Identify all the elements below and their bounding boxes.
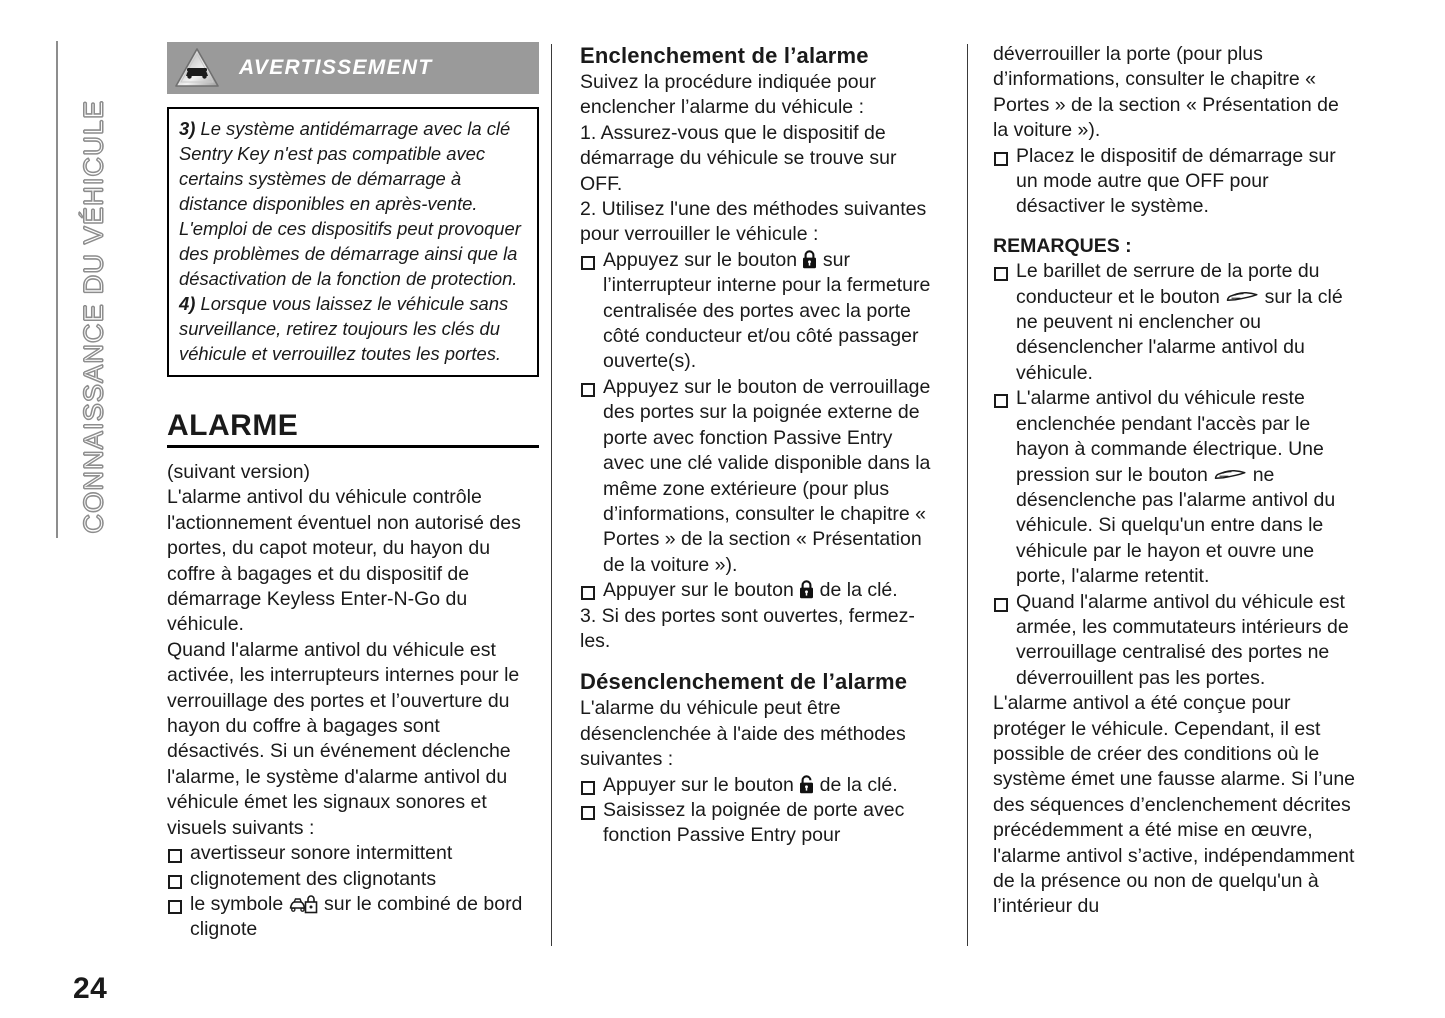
- list-item: [167, 892, 539, 943]
- car-key-fob-icon: [1225, 289, 1259, 305]
- warning-item-4-text: Lorsque vous laissez le véhicule sans surveillance, retirez toujours les clés du véhicule et verrouillez toutes les portes.: [179, 293, 509, 364]
- list-item: avertisseur sonore intermittent: [167, 841, 539, 866]
- car-lock-alarm-icon: [289, 893, 319, 915]
- warning-box: [167, 107, 539, 377]
- middle-intro-2: L'alarme du véhicule peut être désenclenchée à l'aide des méthodes suivantes :: [580, 697, 906, 771]
- right-column: [993, 42, 1359, 920]
- warning-title: AVERTISSEMENT: [239, 56, 433, 80]
- list-item-text-before: Appuyez sur le bouton: [603, 248, 803, 271]
- left-paragraph-2: Quand l'alarme antivol du véhicule est activée, les interrupteurs internes pour le verrouillage des portes et l’ouverture du hayon du coffre à bagages sont désactivés. Si un événement déclenche l'alarme, le système d'alarme antivol du véhicule émet les signaux sonores et visuels suivants :: [167, 638, 520, 839]
- column-divider-2: [967, 44, 968, 946]
- list-item: Placez le dispositif de démarrage sur un mode autre que OFF pour désactiver le système.: [993, 144, 1359, 220]
- warning-triangle-car-icon: [173, 46, 221, 90]
- car-key-fob-icon: [1213, 467, 1247, 483]
- list-item: Appuyez sur le bouton de verrouillage des portes sur la poignée externe de porte avec fonction Passive Entry avec une clé valide disponible dans la même zone extérieure (pour plus d’informations, consulter le chapitre « Portes » de la section « Présentation de la voiture »).: [580, 375, 938, 578]
- list-item-text-before: Appuyer sur le bouton: [603, 773, 800, 796]
- list-item: [580, 773, 938, 798]
- list-item-text-after: sur la clé ne peuvent ni enclencher ou désenclencher l'alarme antivol du véhicule.: [1016, 285, 1343, 384]
- list-item: clignotement des clignotants: [167, 867, 539, 892]
- chapter-side-tab: [56, 40, 116, 540]
- list-item-text-before: le symbole: [190, 892, 289, 915]
- middle-step-1: 1. Assurez-vous que le dispositif de démarrage du véhicule se trouve sur OFF.: [580, 121, 897, 195]
- list-item-text-after: de la clé.: [814, 773, 898, 796]
- warning-item-3-text: Le système antidémarrage avec la clé Sentry Key n'est pas compatible avec certains systèmes de démarrage à distance disponibles en après-vente. L'emploi de ces dispositifs peut provoquer des problèmes de démarrage ainsi que la désactivation de la fonction de protection.: [179, 118, 521, 289]
- list-item-text-before: Appuyer sur le bouton: [603, 579, 800, 602]
- padlock-unlocked-icon: [799, 775, 814, 794]
- list-item: Saisissez la poignée de porte avec fonction Passive Entry pour: [580, 798, 938, 849]
- padlock-locked-icon: [799, 580, 814, 599]
- chapter-tab-rule: [56, 41, 58, 538]
- middle-step-2: 2. Utilisez l'une des méthodes suivantes pour verrouiller le véhicule :: [580, 198, 927, 246]
- left-paragraph-0: (suivant version): [167, 461, 311, 483]
- list-item-text-before: Le barillet de serrure de la porte du conducteur et le bouton: [1016, 260, 1320, 308]
- list-item-text-after: ne désenclenche pas l'alarme antivol du véhicule. Si quelqu'un entre dans le véhicule par le hayon et ouvre une porte, l'alarme retentit.: [1016, 463, 1336, 588]
- right-closing-paragraph: L'alarme antivol a été conçue pour protéger le véhicule. Cependant, il est possible de créer des conditions où le système émet une fausse alarme. Si l’une des séquences d’enclenchement décrites précédemment a été mise en œuvre, l'alarme antivol s’active, indépendamment de la présence ou non de quelqu'un à l’intérieur du: [993, 692, 1356, 918]
- right-continuation: déverrouiller la porte (pour plus d’informations, consulter le chapitre « Portes » de la section « Présentation de la voiture »).: [993, 43, 1339, 142]
- padlock-locked-icon: [802, 250, 817, 269]
- column-divider-1: [551, 44, 552, 946]
- heading-enclenchement: Enclenchement de l’alarme: [580, 43, 869, 68]
- list-item: [580, 248, 938, 375]
- warning-item-4-number: 4): [179, 293, 196, 314]
- warning-header: [167, 42, 539, 94]
- list-item: Quand l'alarme antivol du véhicule est armée, les commutateurs intérieurs de verrouillage centralisé des portes ne déverrouillent pas les portes.: [993, 590, 1359, 692]
- list-item: [993, 259, 1359, 386]
- list-item: [993, 386, 1359, 589]
- middle-intro-1: Suivez la procédure indiquée pour enclencher l’alarme du véhicule :: [580, 71, 876, 119]
- list-item-text-before: L'alarme antivol du véhicule reste enclenchée pendant l'accès par le hayon à commande électrique. Une pression sur le bouton: [1016, 387, 1324, 486]
- middle-column: [580, 42, 938, 849]
- chapter-label: CONNAISSANCE DU VÉHICULE: [78, 99, 109, 534]
- heading-remarques: REMARQUES :: [993, 234, 1132, 257]
- left-column: [167, 42, 539, 943]
- list-item: [580, 578, 938, 603]
- middle-step-3: 3. Si des portes sont ouvertes, fermez-les.: [580, 604, 915, 652]
- left-paragraph-1: L'alarme antivol du véhicule contrôle l'actionnement éventuel non autorisé des portes, du capot moteur, du hayon du coffre à bagages et du dispositif de démarrage Keyless Enter-N-Go du véhicule.: [167, 486, 521, 636]
- list-item-text-after: sur le combiné de bord clignote: [190, 892, 523, 941]
- list-item-text-after: de la clé.: [814, 579, 898, 602]
- page-number: 24: [73, 972, 108, 1005]
- section-heading-alarme: ALARME: [167, 410, 539, 448]
- warning-item-3-number: 3): [179, 118, 196, 139]
- heading-desenclenchement: Désenclenchement de l’alarme: [580, 669, 908, 695]
- list-item-text-after: sur l’interrupteur interne pour la fermeture centralisée des portes avec la porte côté conducteur et/ou côté passager ouverte(s).: [603, 248, 931, 373]
